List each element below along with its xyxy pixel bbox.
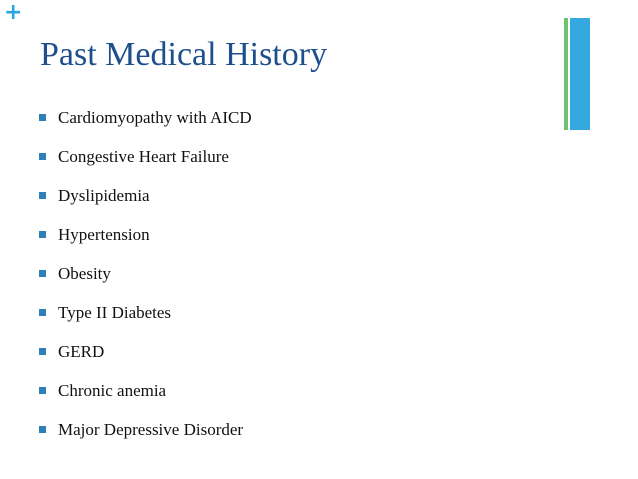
list-item-label: Hypertension: [58, 224, 150, 244]
list-item: [39, 176, 252, 215]
plus-icon: +: [4, 0, 23, 25]
list-item: [39, 137, 252, 176]
list-item-label: Major Depressive Disorder: [58, 419, 244, 439]
list-item: [39, 254, 252, 293]
list-item-label: Type II Diabetes: [58, 302, 172, 322]
list-item-label: Obesity: [58, 263, 111, 283]
list-item: [39, 371, 252, 410]
square-bullet-icon: [39, 309, 46, 316]
list-item: [39, 293, 252, 332]
list-item: [39, 332, 252, 371]
square-bullet-icon: [39, 270, 46, 277]
square-bullet-icon: [39, 231, 46, 238]
square-bullet-icon: [39, 348, 46, 355]
square-bullet-icon: [39, 153, 46, 160]
square-bullet-icon: [39, 114, 46, 121]
list-item-label: Cardiomyopathy with AICD: [58, 107, 252, 127]
accent-bar-blue: [570, 18, 590, 130]
list-item-label: Chronic anemia: [58, 380, 167, 400]
square-bullet-icon: [39, 387, 46, 394]
bullet-list: [39, 98, 252, 449]
accent-bar-green: [564, 18, 568, 130]
list-item-label: Dyslipidemia: [58, 185, 150, 205]
slide-title: Past Medical History: [40, 36, 328, 73]
list-item: [39, 215, 252, 254]
square-bullet-icon: [39, 426, 46, 433]
square-bullet-icon: [39, 192, 46, 199]
list-item: [39, 410, 252, 449]
list-item: [39, 98, 252, 137]
list-item-label: GERD: [58, 341, 105, 361]
list-item-label: Congestive Heart Failure: [58, 146, 229, 166]
